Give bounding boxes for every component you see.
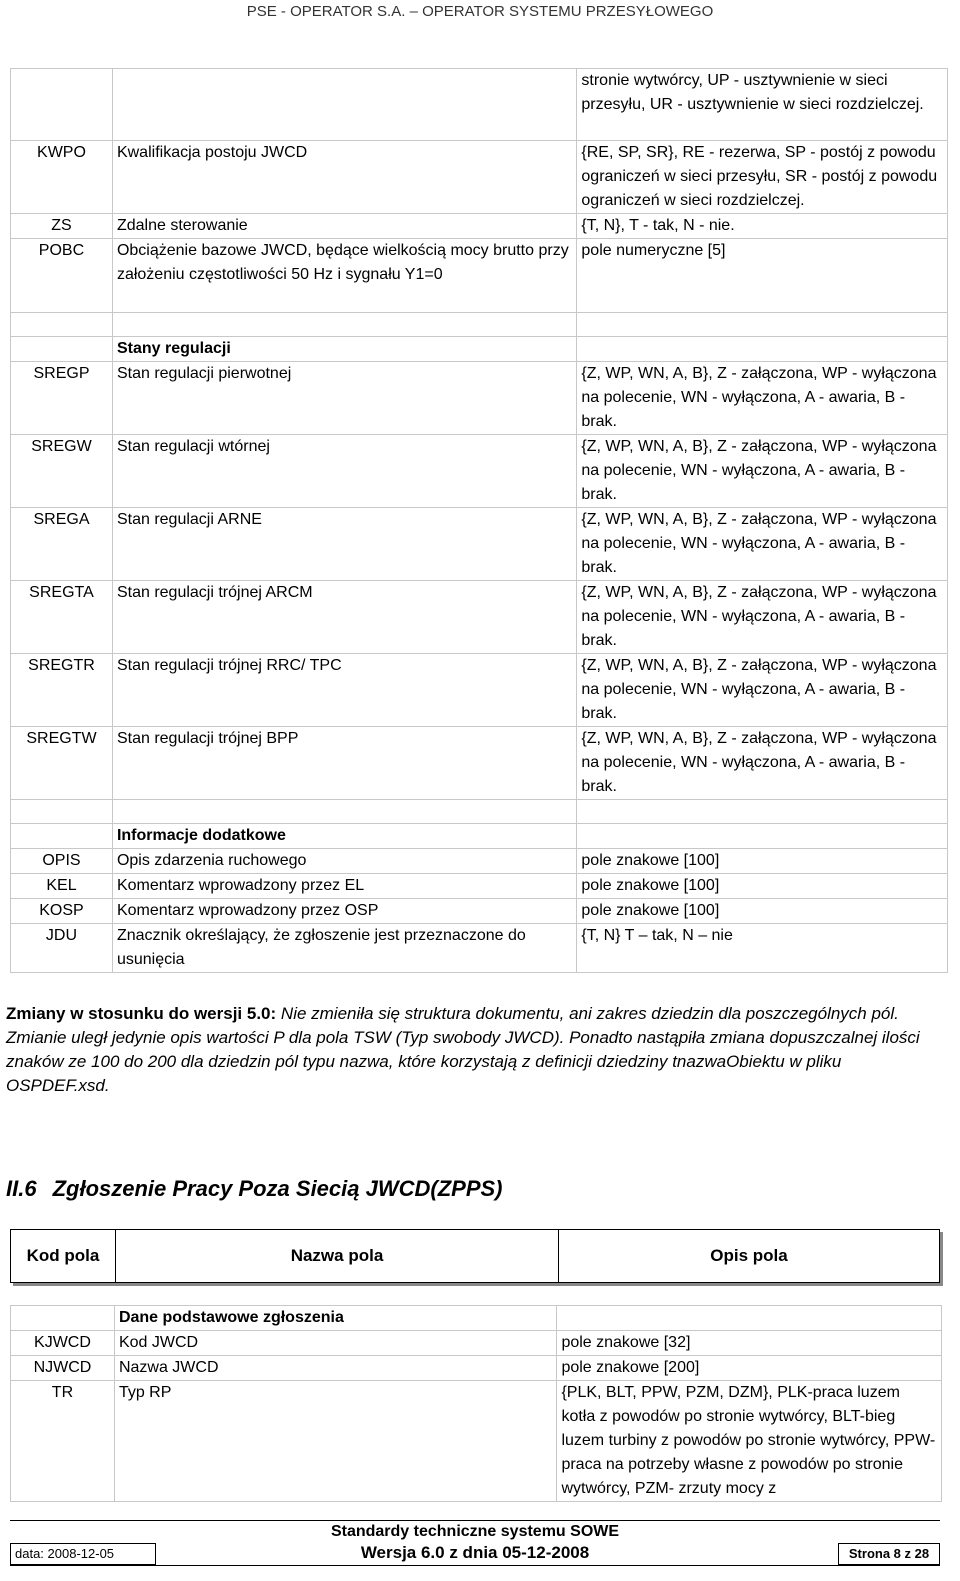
change-note-text: Nie zmieniła się struktura dokumentu, ani zakres dziedzin dla poszczególnych pól. Zmianie uległ jedynie opis wartości P dla pola TSW (Typ swobody JWCD). Ponadto nastąpiła zmiana dopuszczalnej ilości znaków ze 100 do 200 dla dziedzin pól typu nazwa, które korzystają z definicji dziedziny tnazwaObiektu w pliku OSPDEF.xsd. — [6, 1004, 920, 1095]
field-name: Kwalifikacja postoju JWCD — [112, 141, 576, 214]
field-desc: {RE, SP, SR}, RE - rezerwa, SP - postój z powodu ograniczeń w sieci przesyłu, SR - postój z powodu ograniczeń w sieci rozdzielczej. — [577, 141, 948, 214]
fields-table-2 — [10, 1305, 942, 1502]
field-desc: {Z, WP, WN, A, B}, Z - załączona, WP - wyłączona na polecenie, WN - wyłączona, A - awaria, B - brak. — [577, 581, 948, 654]
field-code — [11, 69, 113, 141]
section-row — [11, 824, 948, 849]
field-name: Zdalne sterowanie — [112, 214, 576, 239]
field-name — [112, 69, 576, 141]
page-footer — [10, 1520, 940, 1566]
section-title-basic: Dane podstawowe zgłoszenia — [114, 1306, 557, 1331]
field-code: SREGA — [11, 508, 113, 581]
field-name: Komentarz wprowadzony przez EL — [112, 874, 576, 899]
section-title-regulacji: Stany regulacji — [112, 337, 576, 362]
footer-title: Standardy techniczne systemu SOWE — [330, 1523, 620, 1540]
column-header-desc: Opis pola — [710, 1246, 788, 1265]
table2-header — [10, 1229, 940, 1283]
field-name: Typ RP — [114, 1381, 557, 1502]
field-code: SREGTA — [11, 581, 113, 654]
table-row — [11, 654, 948, 727]
page-header: PSE - OPERATOR S.A. – OPERATOR SYSTEMU PRZESYŁOWEGO — [246, 3, 714, 20]
table-row — [11, 849, 948, 874]
section-row — [11, 1306, 942, 1331]
field-code: SREGTR — [11, 654, 113, 727]
table-row — [11, 874, 948, 899]
field-desc: {PLK, BLT, PPW, PZM, DZM}, PLK-praca luzem kotła z powodów po stronie wytwórcy, BLT-bieg luzem turbiny z powodów po stronie wytwórcy, PPW-praca na potrzeby własne z powodów po stronie wytwórcy, PZM- zrzuty mocy z — [557, 1381, 942, 1502]
field-code: KJWCD — [11, 1331, 115, 1356]
field-name: Obciążenie bazowe JWCD, będące wielkością mocy brutto przy założeniu częstotliwości 50 Hz i sygnału Y1=0 — [112, 239, 576, 313]
table-row — [11, 924, 948, 973]
field-name: Stan regulacji trójnej BPP — [112, 727, 576, 800]
field-code: JDU — [11, 924, 113, 973]
field-name: Stan regulacji pierwotnej — [112, 362, 576, 435]
field-desc: stronie wytwórcy, UP - usztywnienie w sieci przesyłu, UR - usztywnienie w sieci rozdzielczej. — [577, 69, 948, 141]
field-desc: pole znakowe [100] — [577, 874, 948, 899]
field-desc: {Z, WP, WN, A, B}, Z - załączona, WP - wyłączona na polecenie, WN - wyłączona, A - awaria, B - brak. — [577, 362, 948, 435]
column-header-code: Kod pola — [11, 1230, 116, 1282]
field-desc: pole znakowe [100] — [577, 899, 948, 924]
field-desc: {Z, WP, WN, A, B}, Z - załączona, WP - wyłączona na polecenie, WN - wyłączona, A - awaria, B - brak. — [577, 727, 948, 800]
table-row — [11, 508, 948, 581]
table-row — [11, 1356, 942, 1381]
spacer-row — [11, 800, 948, 824]
section-number: II.6 — [6, 1176, 37, 1201]
field-desc: pole znakowe [200] — [557, 1356, 942, 1381]
table-row — [11, 214, 948, 239]
section-title-info: Informacje dodatkowe — [112, 824, 576, 849]
field-name: Znacznik określający, że zgłoszenie jest przeznaczone do usunięcia — [112, 924, 576, 973]
field-desc: pole numeryczne [5] — [577, 239, 948, 313]
field-name: Stan regulacji wtórnej — [112, 435, 576, 508]
table-row — [11, 435, 948, 508]
field-name: Stan regulacji ARNE — [112, 508, 576, 581]
field-code: SREGP — [11, 362, 113, 435]
field-desc: {Z, WP, WN, A, B}, Z - załączona, WP - wyłączona na polecenie, WN - wyłączona, A - awaria, B - brak. — [577, 508, 948, 581]
change-note-lead: Zmiany w stosunku do wersji 5.0: — [6, 1004, 277, 1023]
field-code: TR — [11, 1381, 115, 1502]
fields-table-1 — [10, 68, 948, 973]
field-code: KOSP — [11, 899, 113, 924]
footer-page-number: Strona 8 z 28 — [838, 1543, 940, 1565]
field-name: Komentarz wprowadzony przez OSP — [112, 899, 576, 924]
field-desc: {T, N}, T - tak, N - nie. — [577, 214, 948, 239]
footer-version: Wersja 6.0 z dnia 05-12-2008 — [360, 1543, 590, 1562]
table-row — [11, 899, 948, 924]
field-name: Nazwa JWCD — [114, 1356, 557, 1381]
field-code: NJWCD — [11, 1356, 115, 1381]
field-name: Kod JWCD — [114, 1331, 557, 1356]
table-row — [11, 141, 948, 214]
section-row — [11, 337, 948, 362]
section-heading — [6, 1176, 519, 1202]
field-desc: {Z, WP, WN, A, B}, Z - załączona, WP - wyłączona na polecenie, WN - wyłączona, A - awaria, B - brak. — [577, 654, 948, 727]
section-title: Zgłoszenie Pracy Poza Siecią JWCD(ZPPS) — [52, 1176, 503, 1201]
spacer-row — [11, 313, 948, 337]
field-name: Opis zdarzenia ruchowego — [112, 849, 576, 874]
table-row — [11, 581, 948, 654]
change-note — [6, 1002, 936, 1098]
field-code: OPIS — [11, 849, 113, 874]
table-row — [11, 727, 948, 800]
field-desc: {Z, WP, WN, A, B}, Z - załączona, WP - wyłączona na polecenie, WN - wyłączona, A - awaria, B - brak. — [577, 435, 948, 508]
table-row — [11, 1381, 942, 1502]
field-code: KEL — [11, 874, 113, 899]
table-row — [11, 362, 948, 435]
table-row — [11, 1331, 942, 1356]
field-code: POBC — [11, 239, 113, 313]
field-code: SREGW — [11, 435, 113, 508]
column-header-name: Nazwa pola — [116, 1230, 559, 1282]
field-desc: pole znakowe [100] — [577, 849, 948, 874]
field-desc: pole znakowe [32] — [557, 1331, 942, 1356]
field-name: Stan regulacji trójnej ARCM — [112, 581, 576, 654]
field-code: SREGTW — [11, 727, 113, 800]
field-code: KWPO — [11, 141, 113, 214]
field-code: ZS — [11, 214, 113, 239]
footer-date: data: 2008-12-05 — [10, 1543, 156, 1565]
field-desc: {T, N} T – tak, N – nie — [577, 924, 948, 973]
table-row — [11, 69, 948, 141]
field-name: Stan regulacji trójnej RRC/ TPC — [112, 654, 576, 727]
table-row — [11, 239, 948, 313]
